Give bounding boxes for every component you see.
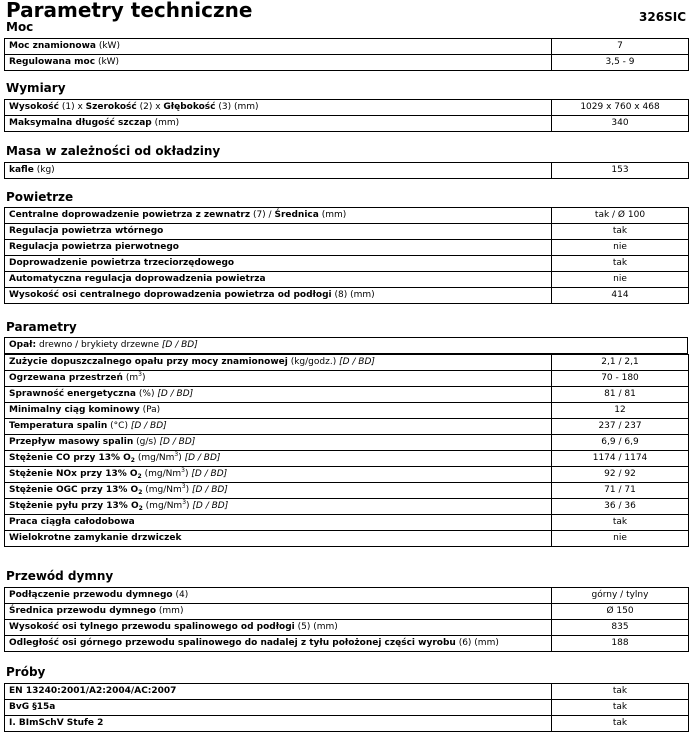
row-label: Stężenie pyłu przy 13% $O_2$ (mg/Nm$^3$) [D / BD] xyxy=(5,499,552,515)
table-row xyxy=(5,467,689,483)
row-label: Minimalny ciąg kominowy (Pa) xyxy=(5,403,552,419)
row-label: Regulacja powietrza wtórnego xyxy=(5,224,552,240)
row-value: 12 xyxy=(552,403,689,419)
row-value: tak xyxy=(552,224,689,240)
table-row xyxy=(5,620,689,636)
row-label: Przepływ masowy spalin (g/s) [D / BD] xyxy=(5,435,552,451)
row-value: 153 xyxy=(552,163,689,179)
row-label: Opał: drewno / brykiety drzewne [D / BD] xyxy=(5,338,688,354)
table-row xyxy=(5,355,689,371)
row-label: Stężenie NOx przy 13% $O_2$ (mg/Nm$^3$) [D / BD] xyxy=(5,467,552,483)
row-label: Wysokość osi tylnego przewodu spalinowego od podłogi (5) (mm) xyxy=(5,620,552,636)
row-value: tak xyxy=(552,700,689,716)
table-row xyxy=(5,100,689,116)
table-row xyxy=(5,700,689,716)
row-label: Temperatura spalin (°C) [D / BD] xyxy=(5,419,552,435)
section-title-powietrze: Powietrze xyxy=(6,190,74,204)
table-row xyxy=(5,588,689,604)
table-parametry xyxy=(4,354,689,547)
row-label: Doprowadzenie powietrza trzeciorzędowego xyxy=(5,256,552,272)
table-powietrze xyxy=(4,207,689,304)
table-wymiary xyxy=(4,99,689,132)
table-row xyxy=(5,451,689,467)
row-value: 237 / 237 xyxy=(552,419,689,435)
row-label: Moc znamionowa (kW) xyxy=(5,39,552,55)
table-row xyxy=(5,240,689,256)
table-row xyxy=(5,604,689,620)
model-number: 326SIC xyxy=(639,10,686,24)
row-value: 835 xyxy=(552,620,689,636)
section-title-wymiary: Wymiary xyxy=(6,81,66,95)
table-row xyxy=(5,531,689,547)
row-label: Ogrzewana przestrzeń $(m^3)$ xyxy=(5,371,552,387)
row-value: 3,5 - 9 xyxy=(552,55,689,71)
table-moc xyxy=(4,38,689,71)
row-label: Średnica przewodu dymnego (mm) xyxy=(5,604,552,620)
row-label: Podłączenie przewodu dymnego (4) xyxy=(5,588,552,604)
section-title-moc: Moc xyxy=(6,20,34,34)
row-value: 6,9 / 6,9 xyxy=(552,435,689,451)
row-value: tak xyxy=(552,256,689,272)
row-label: kafle (kg) xyxy=(5,163,552,179)
table-row xyxy=(5,371,689,387)
row-label: Centralne doprowadzenie powietrza z zewnatrz (7) / Średnica (mm) xyxy=(5,208,552,224)
row-label: Automatyczna regulacja doprowadzenia powietrza xyxy=(5,272,552,288)
row-value: 1174 / 1174 xyxy=(552,451,689,467)
row-value: nie xyxy=(552,240,689,256)
row-value: 188 xyxy=(552,636,689,652)
row-label: Odległość osi górnego przewodu spalinowego do nadalej z tyłu położonej części wyrobu (6) (mm) xyxy=(5,636,552,652)
row-value: 7 xyxy=(552,39,689,55)
row-label: Praca ciągła całodobowa xyxy=(5,515,552,531)
table-parametry-fuel xyxy=(4,337,688,354)
section-title-parametry: Parametry xyxy=(6,320,77,334)
table-row xyxy=(5,288,689,304)
table-row xyxy=(5,39,689,55)
row-value: 92 / 92 xyxy=(552,467,689,483)
table-row xyxy=(5,272,689,288)
table-row xyxy=(5,403,689,419)
table-row xyxy=(5,636,689,652)
table-row xyxy=(5,116,689,132)
section-title-proby: Próby xyxy=(6,665,46,679)
table-row xyxy=(5,435,689,451)
row-label: Wysokość (1) x Szerokość (2) x Głębokość (3) (mm) xyxy=(5,100,552,116)
row-value: 70 - 180 xyxy=(552,371,689,387)
row-value: tak xyxy=(552,684,689,700)
row-value: 340 xyxy=(552,116,689,132)
row-label: Regulowana moc (kW) xyxy=(5,55,552,71)
table-row xyxy=(5,55,689,71)
table-row xyxy=(5,224,689,240)
table-przewod xyxy=(4,587,689,652)
row-label: Sprawność energetyczna (%) [D / BD] xyxy=(5,387,552,403)
row-label: Regulacja powietrza pierwotnego xyxy=(5,240,552,256)
table-row xyxy=(5,208,689,224)
table-row xyxy=(5,515,689,531)
row-value: 71 / 71 xyxy=(552,483,689,499)
row-label: BvG §15a xyxy=(5,700,552,716)
row-label: Maksymalna długość szczap (mm) xyxy=(5,116,552,132)
table-masa xyxy=(4,162,689,179)
page-title: Parametry techniczne xyxy=(6,0,253,22)
row-value: 81 / 81 xyxy=(552,387,689,403)
table-row xyxy=(5,499,689,515)
row-label: Zużycie dopuszczalnego opału przy mocy znamionowej (kg/godz.) [D / BD] xyxy=(5,355,552,371)
table-row xyxy=(5,716,689,732)
table-row xyxy=(5,256,689,272)
table-row xyxy=(5,419,689,435)
row-value: górny / tylny xyxy=(552,588,689,604)
row-value: tak xyxy=(552,515,689,531)
row-value: 414 xyxy=(552,288,689,304)
row-value: 36 / 36 xyxy=(552,499,689,515)
table-row xyxy=(5,163,689,179)
row-label: EN 13240:2001/A2:2004/AC:2007 xyxy=(5,684,552,700)
row-value: nie xyxy=(552,531,689,547)
section-title-przewod: Przewód dymny xyxy=(6,569,114,583)
row-value: 2,1 / 2,1 xyxy=(552,355,689,371)
row-value: tak xyxy=(552,716,689,732)
row-value: Ø 150 xyxy=(552,604,689,620)
row-label: I. BImSchV Stufe 2 xyxy=(5,716,552,732)
row-label: Wielokrotne zamykanie drzwiczek xyxy=(5,531,552,547)
table-row xyxy=(5,684,689,700)
section-title-masa: Masa w zależności od okładziny xyxy=(6,144,221,158)
row-value: nie xyxy=(552,272,689,288)
row-value: 1029 x 760 x 468 xyxy=(552,100,689,116)
row-label: Wysokość osi centralnego doprowadzenia powietrza od podłogi (8) (mm) xyxy=(5,288,552,304)
table-proby xyxy=(4,683,689,732)
row-value: tak / Ø 100 xyxy=(552,208,689,224)
table-row xyxy=(5,483,689,499)
row-label: Stężenie OGC przy 13% $O_2$ (mg/Nm$^3$) [D / BD] xyxy=(5,483,552,499)
table-row xyxy=(5,338,688,354)
table-row xyxy=(5,387,689,403)
row-label: Stężenie CO przy 13% $O_2$ (mg/Nm$^3$) [D / BD] xyxy=(5,451,552,467)
